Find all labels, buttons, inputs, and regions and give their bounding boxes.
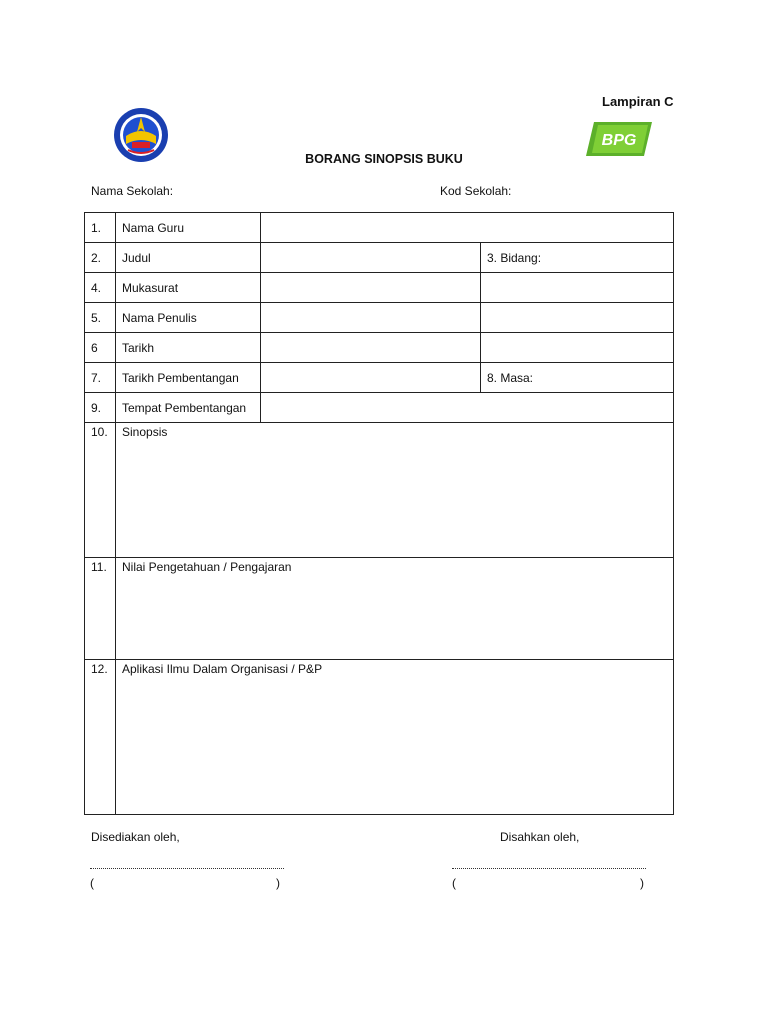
approved-by-label: Disahkan oleh, — [500, 830, 580, 844]
row-label-knowledge-application: Aplikasi Ilmu Dalam Organisasi / P&P — [122, 662, 323, 676]
row-label-title: Judul — [116, 243, 261, 273]
approved-name-paren-close: ) — [640, 876, 644, 890]
row-number: 10. — [85, 423, 116, 558]
synopsis-form-table — [84, 212, 674, 815]
attachment-label: Lampiran C — [602, 94, 674, 109]
prepared-name-paren-close: ) — [276, 876, 280, 890]
table-row — [85, 393, 674, 423]
field-label-subject[interactable]: 3. Bidang: — [481, 243, 674, 273]
row-number: 4. — [85, 273, 116, 303]
author-field[interactable] — [261, 303, 481, 333]
school-name-label: Nama Sekolah: — [91, 184, 174, 198]
row-number: 2. — [85, 243, 116, 273]
prepared-by-label: Disediakan oleh, — [91, 830, 180, 844]
row-number: 11. — [85, 558, 116, 660]
field-label-time[interactable]: 8. Masa: — [481, 363, 674, 393]
bpg-logo-text: BPG — [601, 132, 637, 149]
approved-name-paren-open: ( — [452, 876, 456, 890]
table-row — [85, 303, 674, 333]
date-field[interactable] — [261, 333, 481, 363]
row-number: 6 — [85, 333, 116, 363]
row-label-synopsis: Sinopsis — [122, 425, 168, 439]
prepared-signature-line[interactable] — [90, 862, 284, 869]
author-extra-field[interactable] — [481, 303, 674, 333]
row-number: 1. — [85, 213, 116, 243]
knowledge-application-field[interactable] — [116, 660, 674, 815]
row-label-pages: Mukasurat — [116, 273, 261, 303]
approved-signature-line[interactable] — [452, 862, 646, 869]
table-row — [85, 558, 674, 660]
knowledge-value-field[interactable] — [116, 558, 674, 660]
table-row — [85, 333, 674, 363]
row-label-author: Nama Penulis — [116, 303, 261, 333]
title-field[interactable] — [261, 243, 481, 273]
row-label-knowledge-value: Nilai Pengetahuan / Pengajaran — [122, 560, 292, 574]
table-row — [85, 423, 674, 558]
pages-field[interactable] — [261, 273, 481, 303]
prepared-name-paren-open: ( — [90, 876, 94, 890]
row-label-presentation-venue: Tempat Pembentangan — [116, 393, 261, 423]
presentation-venue-field[interactable] — [261, 393, 674, 423]
row-number: 5. — [85, 303, 116, 333]
presentation-date-field[interactable] — [261, 363, 481, 393]
row-label-presentation-date: Tarikh Pembentangan — [116, 363, 261, 393]
pages-extra-field[interactable] — [481, 273, 674, 303]
row-number: 7. — [85, 363, 116, 393]
table-row — [85, 213, 674, 243]
row-label-date: Tarikh — [116, 333, 261, 363]
table-row — [85, 363, 674, 393]
date-extra-field[interactable] — [481, 333, 674, 363]
row-number: 12. — [85, 660, 116, 815]
form-title: BORANG SINOPSIS BUKU — [305, 152, 463, 166]
table-row — [85, 660, 674, 815]
teacher-name-field[interactable] — [261, 213, 674, 243]
table-row — [85, 273, 674, 303]
school-code-label: Kod Sekolah: — [440, 184, 512, 198]
table-row — [85, 243, 674, 273]
synopsis-field[interactable] — [116, 423, 674, 558]
row-label-teacher-name: Nama Guru — [116, 213, 261, 243]
row-number: 9. — [85, 393, 116, 423]
